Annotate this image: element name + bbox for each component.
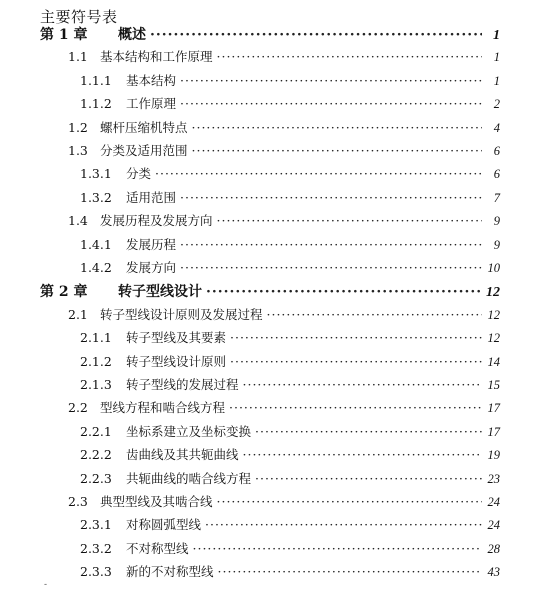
toc-entry-page-number: 19 — [487, 448, 500, 463]
dot-leader — [217, 213, 482, 228]
toc-entry-title: 转子型线设计原则 — [126, 353, 227, 369]
toc-entry-number: 2.3 — [68, 494, 88, 509]
toc-entry-row[interactable] — [80, 258, 500, 276]
toc-entry-title: 坐标系建立及坐标变换 — [126, 423, 252, 439]
toc-entry-title: 对称圆弧型线 — [126, 517, 202, 533]
toc-entry-row[interactable] — [80, 94, 500, 112]
toc-entry-row[interactable] — [80, 562, 500, 580]
toc-entry-title: 新的不对称型线 — [126, 564, 214, 580]
toc-entry-title: 转子型线设计 — [118, 284, 202, 301]
toc-entry-page-number: 12 — [486, 285, 500, 301]
dot-leader — [150, 27, 482, 43]
toc-entry-row[interactable] — [80, 328, 500, 346]
toc-entry-page-number: 28 — [487, 541, 500, 556]
toc-entry-page-number: 17 — [487, 401, 500, 416]
toc-entry-page-number: 43 — [487, 565, 500, 580]
toc-entry-title: 转子型线及其要素 — [126, 330, 227, 346]
dot-leader — [193, 541, 482, 556]
toc-entry-row[interactable] — [80, 469, 500, 487]
dot-leader — [218, 564, 482, 579]
toc-entry-page-number: 9 — [493, 214, 500, 229]
toc-entry-number: 1.3.2 — [80, 189, 112, 205]
toc-entry-page-number: 1 — [493, 50, 500, 65]
toc-entry-title: 分类及适用范围 — [100, 143, 188, 158]
dot-leader — [230, 354, 482, 369]
toc-entry-page-number: 10 — [487, 261, 500, 275]
footer-mark: - — [44, 580, 48, 590]
toc-entry-page-number: 6 — [493, 144, 500, 158]
toc-entry-title: 转子型线设计原则及发展过程 — [100, 306, 263, 322]
toc-entry-number: 2.1.2 — [80, 353, 112, 369]
toc-entry-row[interactable] — [68, 47, 500, 65]
toc-entry-row[interactable] — [68, 492, 500, 510]
toc-entry-page-number: 1 — [493, 28, 500, 43]
dot-leader — [267, 307, 482, 322]
toc-entry-number: 2.3.1 — [80, 517, 112, 533]
toc-entry-title: 转子型线的发展过程 — [126, 377, 239, 392]
toc-entry-number: 1.1 — [68, 49, 88, 65]
toc-entry-title: 不对称型线 — [126, 540, 189, 556]
dot-leader — [217, 49, 482, 64]
dot-leader — [155, 166, 482, 181]
dot-leader — [180, 73, 482, 88]
toc-entry-number: 2.2 — [68, 400, 88, 416]
toc-entry-title: 概述 — [118, 27, 146, 43]
toc-entry-number: 2.1 — [68, 306, 88, 322]
dot-leader — [180, 96, 482, 111]
toc-entry-title: 工作原理 — [126, 96, 177, 112]
dot-leader — [180, 237, 482, 252]
toc-entry-number: 2.1.1 — [80, 330, 112, 346]
dot-leader — [206, 284, 482, 300]
toc-entry-row[interactable] — [80, 352, 500, 370]
toc-entry-page-number: 23 — [487, 471, 500, 486]
toc-entry-title: 基本结构和工作原理 — [100, 49, 213, 65]
toc-entry-page-number: 12 — [487, 331, 500, 346]
toc-entry-page-number: 9 — [493, 237, 500, 252]
toc-entry-number: 1.4.2 — [80, 260, 112, 275]
toc-entry-page-number: 12 — [487, 307, 500, 322]
dot-leader — [180, 260, 482, 275]
toc-entry-number: 2.3.2 — [80, 540, 112, 556]
toc-entry-row[interactable] — [80, 375, 500, 393]
toc-entry-row[interactable] — [80, 164, 500, 182]
dot-leader — [243, 447, 482, 462]
toc-entry-number: 1.1.1 — [80, 72, 112, 88]
toc-entry-row[interactable] — [80, 422, 500, 440]
toc-entry-title: 发展方向 — [126, 260, 177, 275]
toc-entry-number: 1.3 — [68, 143, 88, 158]
toc-entry-title: 螺杆压缩机特点 — [100, 119, 188, 135]
toc-entry-number: 第 1 章 — [40, 27, 88, 43]
toc-entry-row[interactable] — [80, 188, 500, 206]
toc-entry-row[interactable] — [80, 515, 500, 533]
toc-entry-title: 基本结构 — [126, 72, 177, 88]
toc-entry-row[interactable] — [80, 445, 500, 463]
dot-leader — [205, 517, 482, 532]
dot-leader — [255, 424, 482, 439]
toc-entry-page-number: 24 — [487, 518, 500, 533]
toc-entry-number: 1.3.1 — [80, 166, 112, 182]
dot-leader — [229, 400, 482, 415]
toc-entry-title: 适用范围 — [126, 189, 177, 205]
toc-entry-title: 分类 — [126, 166, 152, 182]
dot-leader — [192, 120, 482, 135]
toc-entry-row[interactable] — [80, 539, 500, 557]
toc-entry-row[interactable] — [80, 235, 500, 253]
toc-entry-row[interactable] — [68, 305, 500, 323]
dot-leader — [255, 471, 482, 486]
toc-entry-page-number: 2 — [493, 97, 500, 112]
toc-entry-number: 1.1.2 — [80, 96, 112, 112]
toc-entry-page-number: 17 — [487, 424, 500, 439]
dot-leader — [217, 494, 482, 509]
dot-leader — [243, 377, 482, 392]
dot-leader — [230, 330, 482, 345]
toc-entry-number: 1.4.1 — [80, 236, 112, 252]
toc-entry-number: 2.2.2 — [80, 447, 112, 463]
toc-entry-number: 2.2.3 — [80, 470, 112, 486]
dot-leader — [180, 190, 482, 205]
toc-entry-row[interactable] — [80, 71, 500, 89]
page-heading: 主要符号表 — [40, 8, 118, 26]
toc-entry-title: 齿曲线及其共轭曲线 — [126, 447, 239, 463]
toc-entry-title: 共轭曲线的啮合线方程 — [126, 470, 252, 486]
toc-entry-number: 1.2 — [68, 119, 88, 135]
toc-chapter-row[interactable] — [40, 24, 500, 44]
toc-entry-row[interactable] — [68, 211, 500, 229]
toc-entry-title: 型线方程和啮合线方程 — [100, 400, 226, 416]
toc-entry-page-number: 6 — [493, 167, 500, 182]
dot-leader — [192, 143, 482, 158]
toc-chapter-row[interactable] — [40, 281, 500, 301]
toc-entry-number: 1.4 — [68, 213, 88, 229]
toc-entry-title: 发展历程及发展方向 — [100, 213, 213, 229]
toc-entry-page-number: 14 — [487, 354, 500, 369]
toc-entry-row[interactable] — [68, 118, 500, 136]
toc-entry-number: 2.2.1 — [80, 423, 112, 439]
toc-entry-page-number: 7 — [493, 190, 500, 205]
toc-entry-title: 发展历程 — [126, 236, 177, 252]
toc-entry-number: 2.1.3 — [80, 377, 112, 392]
toc-entry-number: 2.3.3 — [80, 564, 112, 580]
toc-entry-title: 典型型线及其啮合线 — [100, 494, 213, 509]
toc-entry-page-number: 1 — [493, 73, 500, 88]
toc-entry-page-number: 24 — [487, 495, 500, 509]
toc-entry-page-number: 4 — [493, 120, 500, 135]
toc-entry-row[interactable] — [68, 398, 500, 416]
toc-entry-row[interactable] — [68, 141, 500, 159]
toc-entry-number: 第 2 章 — [40, 284, 88, 301]
toc-entry-page-number: 15 — [487, 378, 500, 392]
